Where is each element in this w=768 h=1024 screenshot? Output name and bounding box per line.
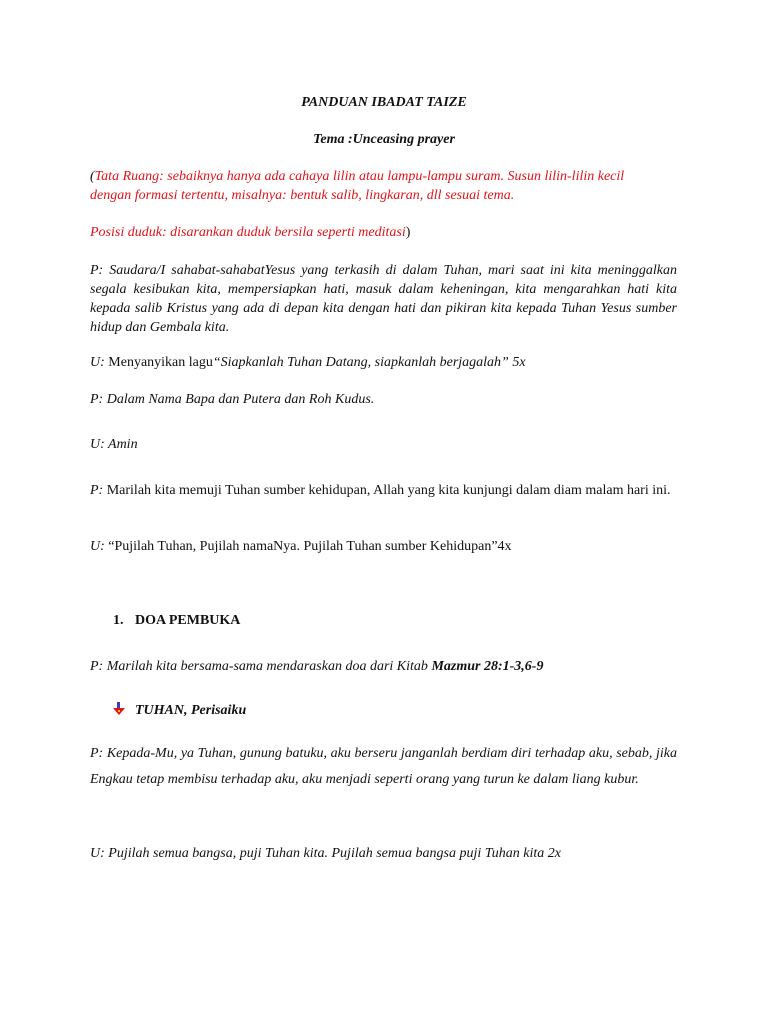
paragraph-psalm-invitation	[90, 657, 677, 676]
paragraph-leader-praise	[90, 481, 677, 500]
room-instruction-line-1	[90, 167, 677, 186]
bullet-title-text: TUHAN, Perisaiku	[135, 703, 247, 718]
sitting-instruction	[90, 223, 677, 242]
section-title: DOA PEMBUKA	[135, 613, 241, 628]
down-arrow-bullet-icon	[113, 702, 125, 716]
room-instruction-text-1: Tata Ruang: sebaiknya hanya ada cahaya lilin atau lampu-lampu suram. Susun lilin-lilin kecil	[94, 169, 625, 184]
psalm-invitation-text: P: Marilah kita bersama-sama mendaraskan doa dari Kitab	[90, 659, 432, 674]
leader-praise-text: Marilah kita memuji Tuhan sumber kehidupan, Allah yang kita kunjungi dalam diam malam hari ini.	[103, 483, 671, 498]
theme-line: Tema :Unceasing prayer	[313, 132, 455, 147]
paragraph-people-response: U: Pujilah semua bangsa, puji Tuhan kita. Pujilah semua bangsa puji Tuhan kita 2x	[90, 846, 561, 861]
room-instruction-line-2: dengan formasi tertentu, misalnya: bentuk salib, lingkaran, dll sesuai tema.	[90, 188, 515, 203]
paragraph-amen: U: Amin	[90, 437, 138, 452]
open-paren: (	[90, 169, 95, 184]
sitting-instruction-text: Posisi duduk: disarankan duduk bersila seperti meditasi	[90, 225, 406, 240]
people-praise-text: “Pujilah Tuhan, Pujilah namaNya. Pujilah Tuhan sumber Kehidupan”4x	[104, 539, 512, 554]
section-number: 1.	[113, 613, 124, 628]
paragraph-psalm-verse: P: Kepada-Mu, ya Tuhan, gunung batuku, aku berseru janganlah berdiam diri terhadap aku, sebab, jika Engkau tetap membisu terhadap aku, aku menjadi seperti orang yang turun ke dalam liang kubur.	[90, 746, 677, 787]
people-label-2: U:	[90, 539, 105, 554]
close-paren: )	[405, 225, 411, 240]
leader-label: P:	[90, 483, 104, 498]
document-title: PANDUAN IBADAT TAIZE	[301, 95, 467, 110]
psalm-reference: Mazmur 28:1-3,6-9	[431, 659, 544, 674]
section-heading-opening-prayer	[113, 611, 240, 630]
paragraph-leader-opening: P: Saudara/I sahabat-sahabatYesus yang terkasih di dalam Tuhan, mari saat ini kita meninggalkan segala kesibukan kita, mempersiapkan hati, masuk dalam keheningan, kita mengarahkan hati kita kepada salib Kristus yang ada di depan kita dengan hati dan pikiran kita kepada Tuhan Yesus sumber hidup dan Gembala kita.	[90, 263, 677, 335]
paragraph-people-song	[90, 353, 677, 372]
people-label: U:	[90, 355, 105, 370]
bullet-psalm-title	[113, 701, 246, 720]
people-song-intro: Menyanyikan lagu	[104, 355, 213, 370]
paragraph-trinity: P: Dalam Nama Bapa dan Putera dan Roh Kudus.	[90, 392, 375, 407]
paragraph-people-praise	[90, 537, 677, 556]
people-song-title: “Siapkanlah Tuhan Datang, siapkanlah berjagalah” 5x	[212, 355, 526, 370]
